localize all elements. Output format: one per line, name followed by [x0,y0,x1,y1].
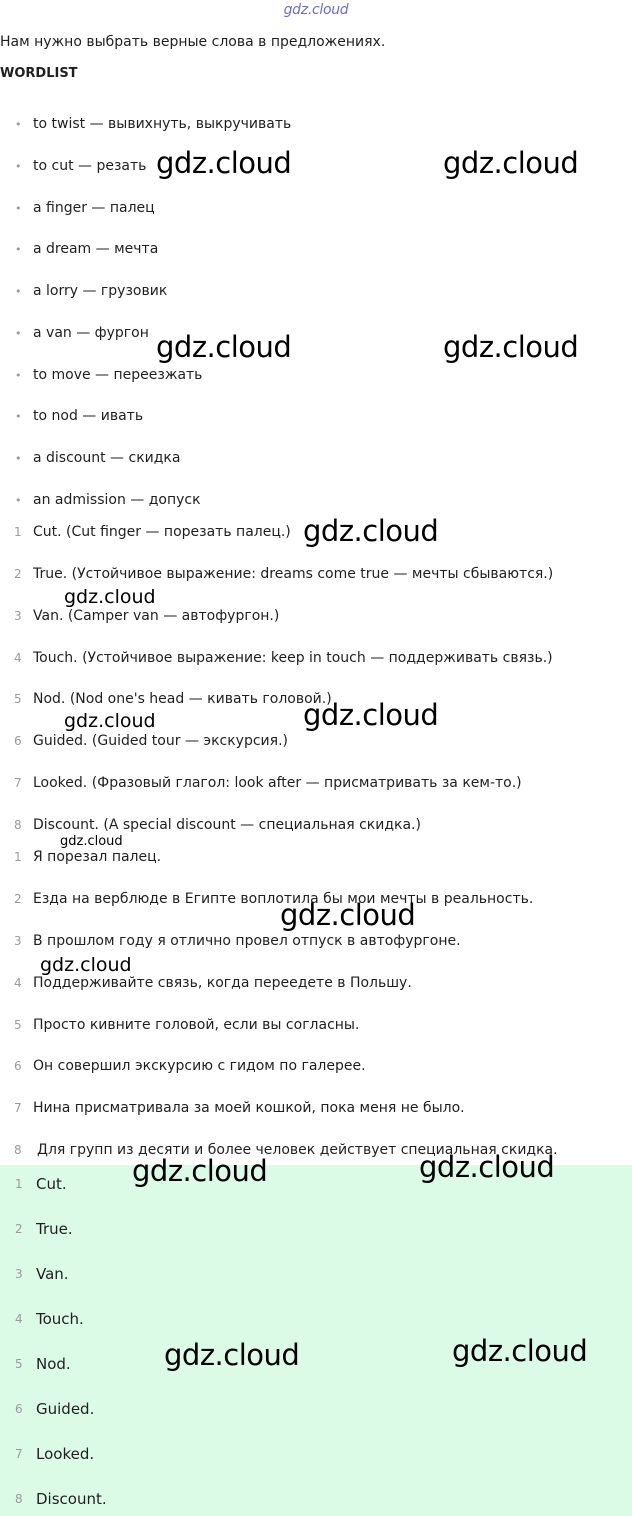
row-number: 7 [15,1447,23,1461]
bullet-icon: • [15,243,22,256]
row-text: Guided. [36,1400,95,1418]
watermark: gdz.cloud [443,146,579,180]
row-number: 1 [14,850,22,864]
row-text: Discount. [36,1490,107,1508]
row-number: 3 [14,934,22,948]
row-text: В прошлом году я отлично провел отпуск в автофургоне. [33,933,461,949]
row-text: True. [36,1220,73,1238]
bullet-icon: • [15,285,22,298]
watermark: gdz.cloud [40,954,132,976]
wordlist-title: WORDLIST [0,66,78,81]
row-number: 5 [14,1018,22,1032]
row-text: True. (Устойчивое выражение: dreams come true — мечты сбываются.) [33,566,554,582]
row-text: Поддерживайте связь, когда переедете в Польшу. [33,975,412,991]
watermark: gdz.cloud [156,146,292,180]
row-text: Нина присматривала за моей кошкой, пока меня не было. [33,1100,465,1116]
row-number: 2 [15,1222,23,1236]
row-number: 2 [14,567,22,581]
row-number: 8 [14,1143,22,1157]
watermark: gdz.cloud [60,834,123,849]
row-text: Touch. [36,1310,84,1328]
bullet-icon: • [15,118,22,131]
header-watermark: gdz.cloud [283,2,349,18]
row-number: 7 [14,776,22,790]
row-text: Для групп из десяти и более человек действует специальная скидка. [37,1142,558,1158]
bullet-icon: • [15,160,22,173]
row-number: 8 [15,1492,23,1506]
row-text: Guided. (Guided tour — экскурсия.) [33,733,288,749]
row-text: Looked. [36,1445,95,1463]
row-number: 7 [14,1101,22,1115]
row-text: Езда на верблюде в Египте воплотила бы мои мечты в реальность. [33,891,534,907]
row-number: 6 [14,1059,22,1073]
watermark: gdz.cloud [303,698,439,732]
watermark: gdz.cloud [303,514,439,548]
row-number: 1 [14,525,22,539]
row-text: Van. (Camper van — автофургон.) [33,608,280,624]
bullet-icon: • [15,202,22,215]
row-number: 5 [15,1357,23,1371]
row-text: Nod. [36,1355,71,1373]
watermark: gdz.cloud [452,1334,588,1368]
bullet-icon: • [15,369,22,382]
watermark: gdz.cloud [419,1150,555,1184]
row-number: 4 [15,1312,23,1326]
row-text: Nod. (Nod one's head — кивать головой.) [33,691,332,707]
row-number: 4 [14,976,22,990]
row-number: 5 [14,692,22,706]
bullet-icon: • [15,494,22,507]
watermark: gdz.cloud [64,710,156,732]
intro-text: Нам нужно выбрать верные слова в предложениях. [0,34,386,50]
row-text: Cut. [36,1175,67,1193]
watermark: gdz.cloud [443,330,579,364]
row-text: Я порезал палец. [33,849,162,865]
row-number: 8 [14,818,22,832]
row-number: 3 [15,1267,23,1281]
row-number: 4 [14,651,22,665]
row-number: 6 [14,734,22,748]
row-number: 1 [15,1177,23,1191]
watermark: gdz.cloud [280,898,416,932]
row-text: Просто кивните головой, если вы согласны. [33,1017,360,1033]
row-number: 3 [14,609,22,623]
row-number: 2 [14,892,22,906]
bullet-icon: • [15,327,22,340]
row-text: Van. [36,1265,69,1283]
bullet-icon: • [15,410,22,423]
watermark: gdz.cloud [164,1338,300,1372]
watermark: gdz.cloud [132,1154,268,1188]
row-number: 6 [15,1402,23,1416]
row-text: Cut. (Cut finger — порезать палец.) [33,524,291,540]
row-text: Touch. (Устойчивое выражение: keep in touch — поддерживать связь.) [33,650,553,666]
row-text: Looked. (Фразовый глагол: look after — присматривать за кем-то.) [33,775,522,791]
row-text: Discount. (A special discount — специальная скидка.) [33,817,421,833]
watermark: gdz.cloud [64,586,156,608]
bullet-icon: • [15,452,22,465]
row-text: Он совершил экскурсию с гидом по галерее. [33,1058,366,1074]
watermark: gdz.cloud [156,330,292,364]
